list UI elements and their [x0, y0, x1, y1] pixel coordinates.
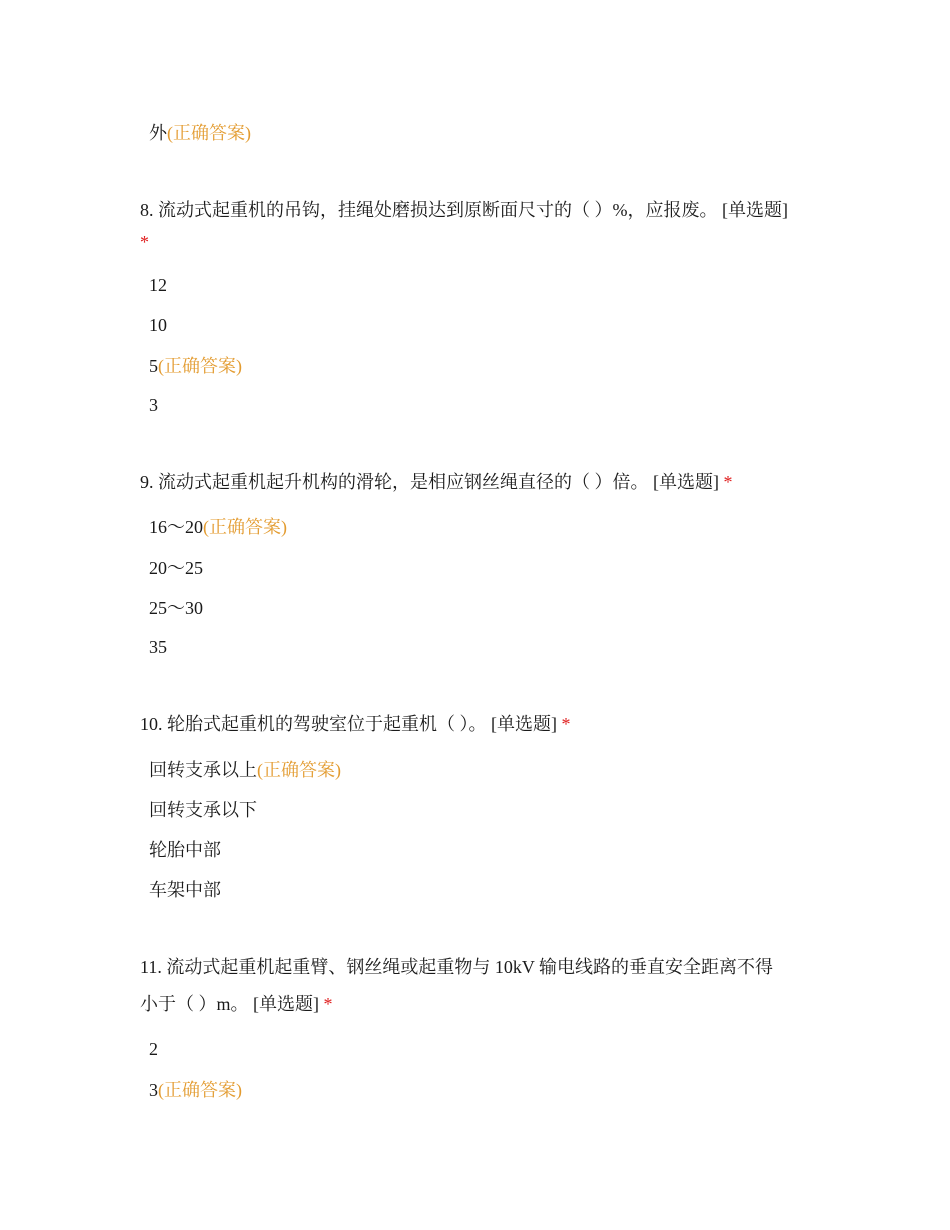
question-10-option-1[interactable] — [149, 758, 341, 782]
option-text: 回转支承以上 — [149, 760, 257, 780]
question-9-text — [140, 470, 733, 494]
option-text: 10 — [149, 315, 167, 335]
question-11-stem: 11. 流动式起重机起重臂、钢丝绳或起重物与 10kV 输电线路的垂直安全距离不得 — [140, 957, 774, 977]
option-text: 25～30 — [149, 598, 203, 618]
question-10-option-4[interactable] — [149, 878, 221, 902]
option-text: 5 — [149, 356, 158, 376]
question-9-option-4[interactable] — [149, 635, 167, 659]
option-text: 20～25 — [149, 558, 203, 578]
question-9-option-2[interactable] — [149, 556, 203, 580]
option-text: 车架中部 — [149, 880, 221, 900]
question-9-option-1[interactable] — [149, 515, 287, 539]
option-text: 回转支承以下 — [149, 800, 257, 820]
correct-answer-tag: (正确答案) — [167, 123, 251, 143]
question-8-option-4[interactable] — [149, 393, 158, 417]
required-star: * — [140, 232, 149, 252]
question-11-text — [140, 955, 773, 979]
correct-answer-tag: (正确答案) — [257, 760, 341, 780]
option-text: 35 — [149, 637, 167, 657]
correct-answer-tag: (正确答案) — [203, 517, 287, 537]
option-text: 轮胎中部 — [149, 840, 221, 860]
question-10-option-3[interactable] — [149, 838, 221, 862]
question-11-text-cont — [140, 992, 333, 1016]
question-9-stem: 9. 流动式起重机起升机构的滑轮，是相应钢丝绳直径的（ ）倍。 [单选题] — [140, 472, 719, 492]
question-10-option-2[interactable] — [149, 798, 257, 822]
question-8-required — [140, 230, 149, 254]
option-text: 3 — [149, 1080, 158, 1100]
question-11-option-2[interactable] — [149, 1078, 242, 1102]
question-8-stem: 8. 流动式起重机的吊钩，挂绳处磨损达到原断面尺寸的（ ）%，应报废。 [单选题] — [140, 200, 788, 220]
correct-answer-tag: (正确答案) — [158, 1080, 242, 1100]
question-11-stem-cont: 小于（ ）m。 [单选题] — [140, 994, 319, 1014]
correct-answer-tag: (正确答案) — [158, 356, 242, 376]
option-prev-answer[interactable] — [149, 121, 251, 145]
option-text: 16～20 — [149, 517, 203, 537]
question-9-option-3[interactable] — [149, 596, 203, 620]
question-8-option-3[interactable] — [149, 354, 242, 378]
required-star: * — [561, 714, 571, 734]
question-8-option-2[interactable] — [149, 313, 167, 337]
question-10-text — [140, 712, 571, 736]
option-text: 3 — [149, 395, 158, 415]
question-8-text — [140, 198, 788, 222]
required-star: * — [723, 472, 733, 492]
option-text: 2 — [149, 1039, 158, 1059]
question-10-stem: 10. 轮胎式起重机的驾驶室位于起重机（ ）。 [单选题] — [140, 714, 557, 734]
question-11-option-1[interactable] — [149, 1037, 158, 1061]
option-text: 12 — [149, 275, 167, 295]
question-8-option-1[interactable] — [149, 273, 167, 297]
option-text: 外 — [149, 123, 167, 143]
required-star: * — [323, 994, 333, 1014]
